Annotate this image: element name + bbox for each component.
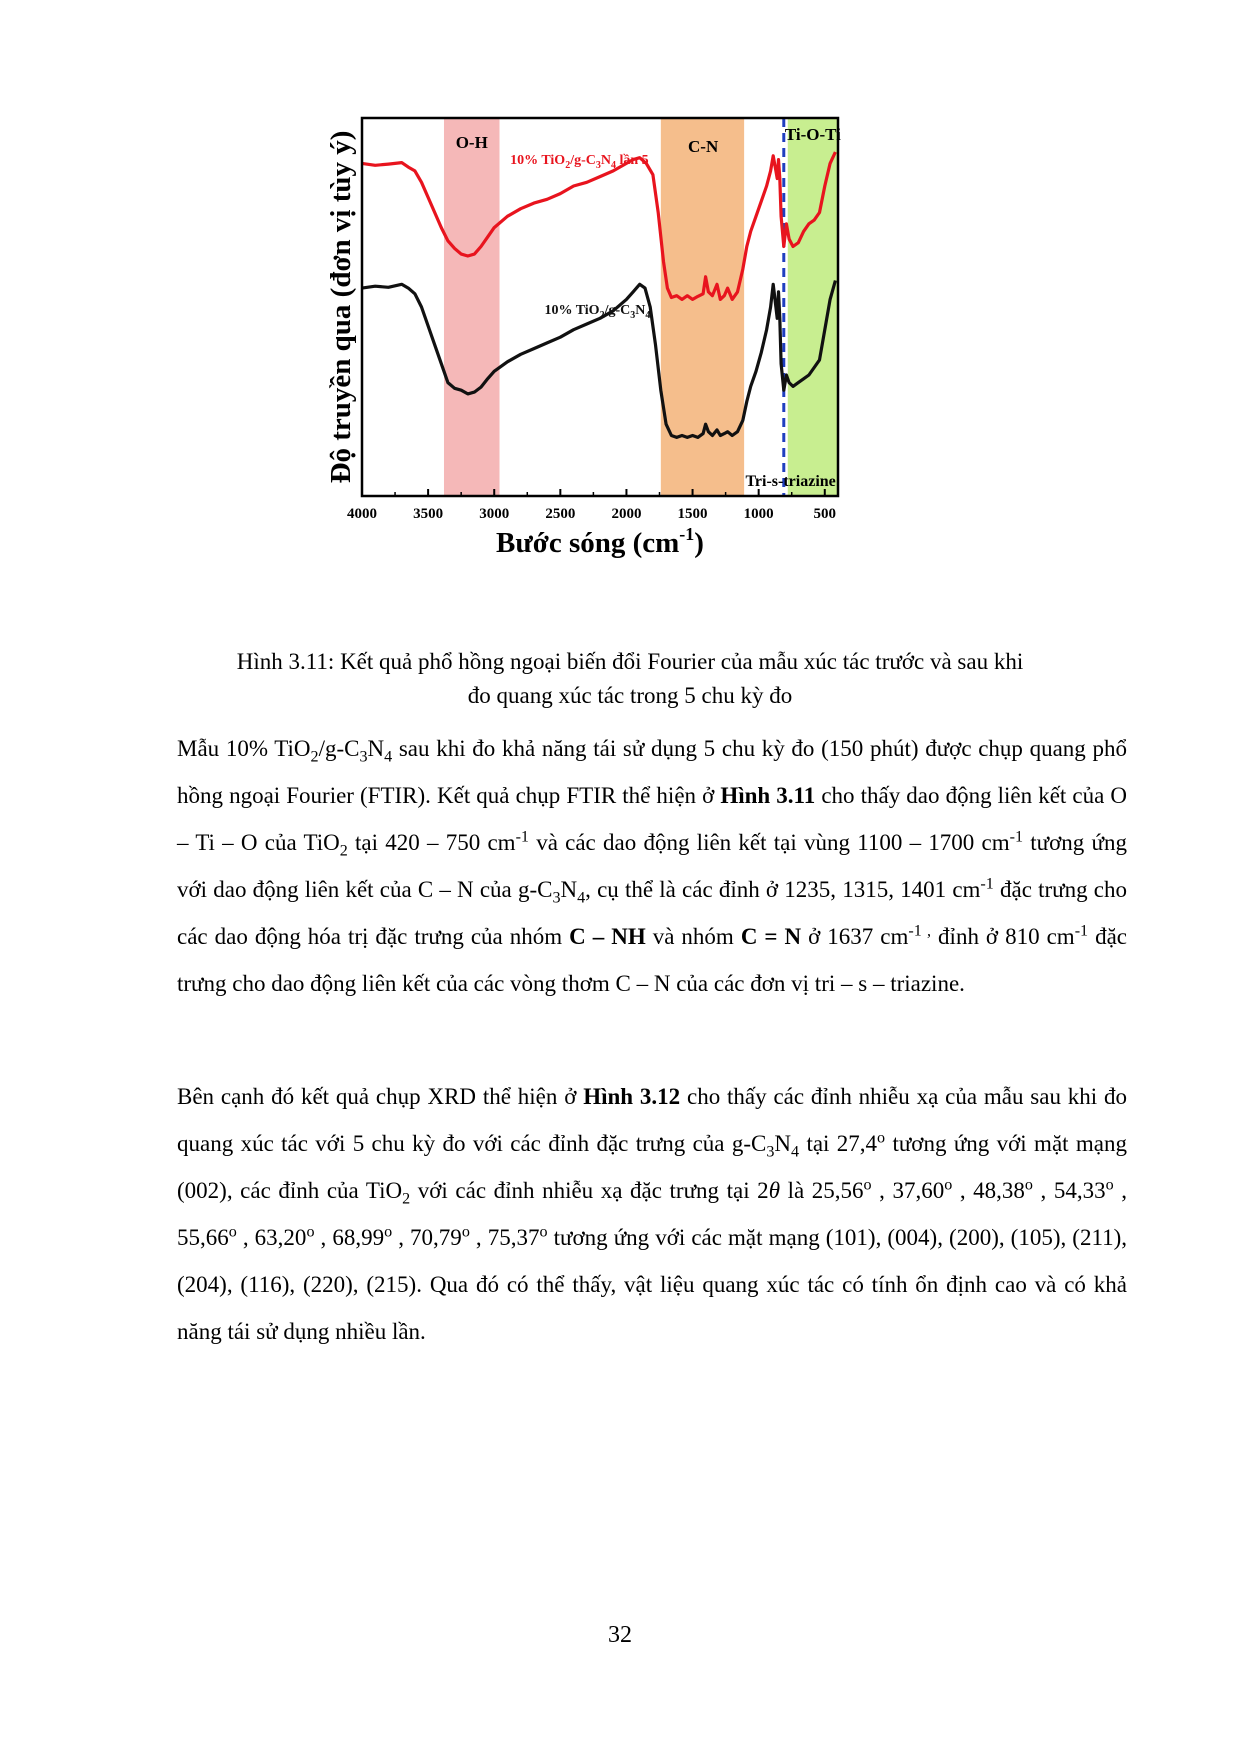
text-run: là 25,56 (780, 1178, 864, 1203)
text-run: 2 (339, 842, 348, 860)
text-run: tại 420 – 750 cm (347, 830, 516, 855)
text-run: 4 (577, 889, 586, 907)
ftir-figure (325, 120, 950, 640)
caption-line-2: đo quang xúc tác trong 5 chu kỳ đo (467, 683, 793, 708)
region-band (661, 118, 744, 496)
text-run: tương ứng với các mặt mạng (101), (004), (200), (105), (211), (204), (116), (220), (215). Qua đó có thể thấy, vật liệu quang xúc tác có tính ổn định cao và có khả năng tái sử dụng nhiều lần. (177, 1225, 1128, 1344)
text-run: o (461, 1223, 470, 1241)
x-tick-label: 1000 (743, 506, 774, 522)
text-run: -1 , (908, 922, 932, 940)
x-tick-label: 2500 (545, 506, 576, 522)
text-run: ở 1637 cm (801, 924, 909, 949)
region-label: Ti-O-Ti (784, 125, 841, 144)
text-run: 3 (552, 889, 561, 907)
text-run: , 70,79 (392, 1225, 462, 1250)
x-axis-label (496, 524, 704, 559)
text-run: với các đỉnh nhiễu xạ đặc trưng tại 2 (410, 1178, 769, 1203)
text-run: 3 (766, 1143, 775, 1161)
text-run: , 48,38 (952, 1178, 1025, 1203)
text-run: đặc trưng cho dao động liên kết của các vòng thơm C – N của các đơn vị tri – s – triazine. (177, 924, 1128, 996)
text-run: Hình 3.11 (720, 783, 816, 808)
y-axis-label: Độ truyền qua (đơn vị tùy ý) (325, 130, 357, 484)
text-run: và nhóm (645, 924, 741, 949)
text-run: C = N (740, 924, 802, 949)
text-run: , 37,60 (871, 1178, 945, 1203)
text-run: , 63,20 (236, 1225, 307, 1250)
text-run: C – NH (569, 924, 646, 949)
x-axis-label-sup: -1 (679, 524, 695, 544)
x-tick-label: 3500 (413, 506, 444, 522)
text-run: θ (768, 1178, 780, 1203)
text-run: cho thấy dao động liên kết của O – Ti – O của TiO (177, 783, 1127, 855)
text-run: , 55,66 (177, 1178, 1127, 1250)
series-label-run: 4 (645, 310, 651, 321)
annotation-tri-s-triazine: Tri-s-triazine (745, 473, 836, 490)
ftir-chart (325, 120, 950, 640)
text-run: cho thấy các đỉnh nhiễu xạ của mẫu sau khi đo quang xúc tác với 5 chu kỳ đo với các đỉnh đặc trưng của g-C (177, 1084, 1127, 1156)
text-run: Mẫu 10% TiO (177, 736, 311, 761)
x-tick-label: 1500 (677, 506, 708, 522)
text-run: N (560, 877, 578, 902)
text-run: o (306, 1223, 315, 1241)
text-run: đặc trưng cho các dao động hóa trị đặc trưng của nhóm (177, 877, 1128, 949)
text-run: o (539, 1223, 548, 1241)
page-number: 32 (608, 1622, 632, 1648)
x-tick-label: 2000 (611, 506, 642, 522)
text-run: Bên cạnh đó kết quả chụp XRD thể hiện ở (177, 1084, 584, 1109)
text-run: 4 (384, 748, 393, 766)
series-label-run: N (600, 153, 612, 168)
series-label-run: 2 (565, 160, 571, 171)
text-run: o (863, 1176, 872, 1194)
text-run: o (1105, 1176, 1114, 1194)
series-label-run: 2 (599, 310, 605, 321)
text-run: , 54,33 (1032, 1178, 1106, 1203)
series-label-run: 10% TiO (510, 153, 566, 168)
text-run: -1 (1074, 922, 1089, 940)
text-run: 3 (359, 748, 368, 766)
text-run: o (384, 1223, 393, 1241)
x-axis-label-close: ) (694, 527, 704, 559)
text-run: 2 (402, 1190, 411, 1208)
text-run: , cụ thể là các đỉnh ở 1235, 1315, 1401 cm (585, 877, 981, 902)
paragraph-ftir (177, 725, 1127, 1007)
text-run: và các dao động liên kết tại vùng 1100 – 1700 cm (528, 830, 1010, 855)
series-label-run: lần 5 (616, 153, 649, 168)
x-tick-label: 4000 (347, 506, 377, 522)
x-tick-label: 500 (813, 506, 837, 522)
text-run: N (367, 736, 385, 761)
series-label-run: 4 (611, 160, 617, 171)
series-label-run: 3 (630, 310, 636, 321)
text-run: tương ứng với dao động liên kết của C – N của g-C (177, 830, 1127, 902)
series-label-run: 3 (595, 160, 601, 171)
text-run: o (1024, 1176, 1033, 1194)
text-run: tại 27,4 (799, 1131, 878, 1156)
region-band (788, 118, 838, 496)
x-axis-label-text: Bước sóng (cm (496, 527, 680, 559)
text-run: o (877, 1129, 886, 1147)
series-label-run: 10% TiO (544, 303, 600, 318)
region-label: O-H (455, 133, 488, 152)
text-run: -1 (515, 828, 529, 846)
series-label-run: /g-C (570, 153, 596, 168)
paragraph-xrd (177, 1073, 1127, 1355)
x-tick-label: 3000 (479, 506, 510, 522)
text-run: 2 (310, 748, 319, 766)
text-run: -1 (980, 875, 994, 893)
text-run: tương ứng với mặt mạng (002), các đỉnh của TiO (177, 1131, 1127, 1203)
figure-caption (150, 645, 1110, 713)
series-label-run: N (635, 303, 646, 318)
series-label-run: /g-C (604, 303, 631, 318)
text-run: , 75,37 (469, 1225, 540, 1250)
text-run: N (774, 1131, 792, 1156)
series-line (362, 152, 835, 299)
caption-line-1: Hình 3.11: Kết quả phổ hồng ngoại biến đổi Fourier của mẫu xúc tác trước và sau khi (236, 649, 1024, 674)
plot-frame (362, 118, 838, 496)
region-label: C-N (688, 137, 719, 156)
region-band (444, 118, 500, 496)
text-run: , 68,99 (314, 1225, 385, 1250)
text-run: đỉnh ở 810 cm (931, 924, 1075, 949)
text-run: o (944, 1176, 953, 1194)
text-run: Hình 3.12 (583, 1084, 681, 1109)
series-label (510, 153, 649, 171)
text-run: -1 (1009, 828, 1024, 846)
text-run: /g-C (318, 736, 360, 761)
text-run: 4 (791, 1143, 800, 1161)
text-run: sau khi đo khả năng tái sử dụng 5 chu kỳ đo (150 phút) được chụp quang phổ hồng ngoại Fourier (FTIR). Kết quả chụp FTIR thể hiện ở (177, 736, 1127, 808)
text-run: o (228, 1223, 237, 1241)
